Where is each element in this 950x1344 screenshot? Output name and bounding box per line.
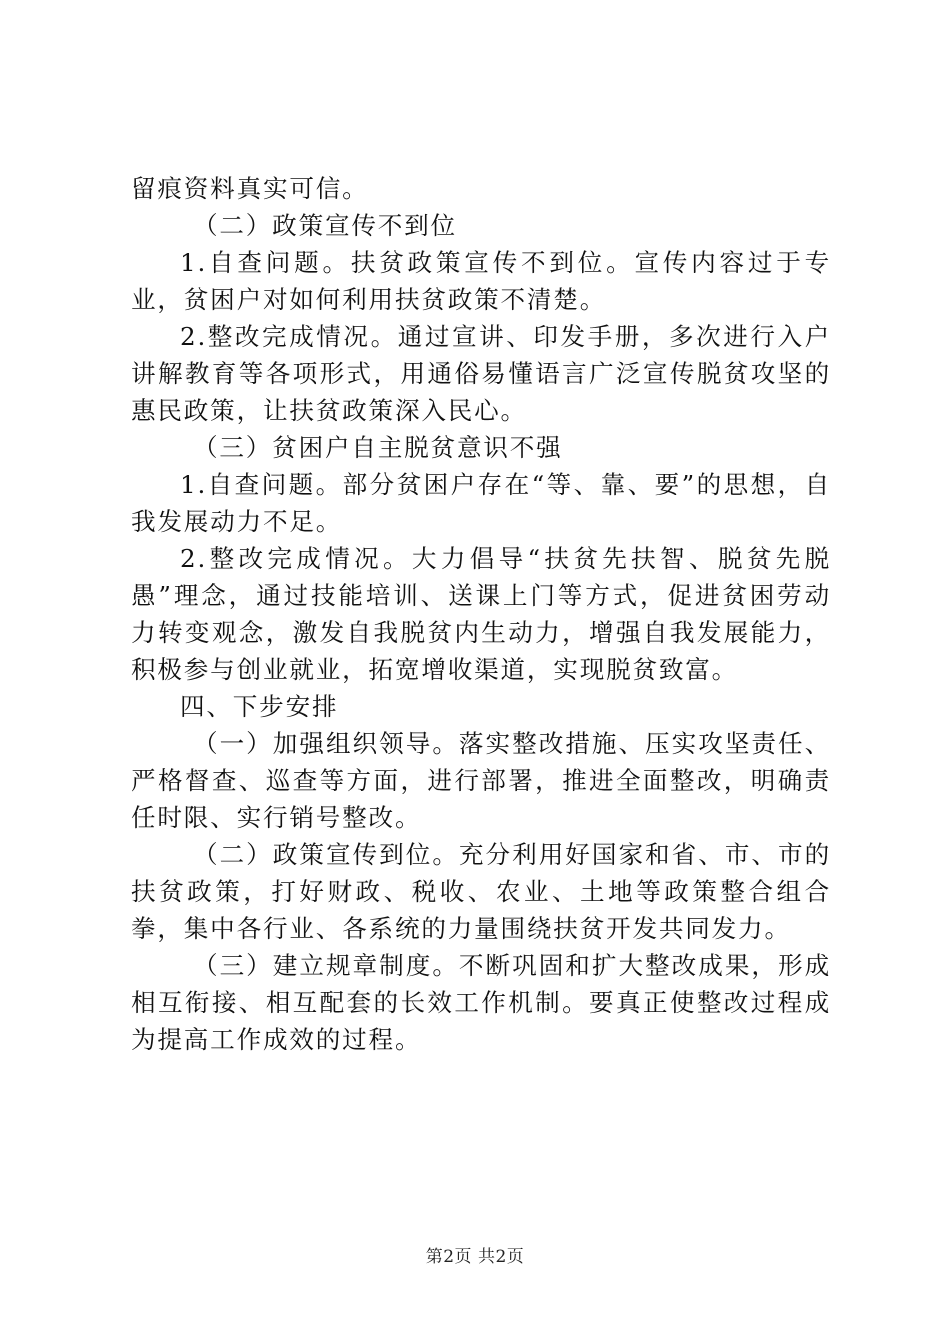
paragraph-rectification-publicity: 2.整改完成情况。通过宣讲、印发手册，多次进行入户讲解教育等各项形式，用通俗易懂语言广泛宣传脱贫攻坚的惠民政策，让扶贫政策深入民心。 xyxy=(131,322,831,425)
section-heading-self-reliance: （三）贫困户自主脱贫意识不强 xyxy=(193,433,563,462)
paragraph-next-step-leadership: （一）加强组织领导。落实整改措施、压实攻坚责任、严格督查、巡查等方面，进行部署，推进全面整改，明确责任时限、实行销号整改。 xyxy=(131,729,831,832)
paragraph-rectification-awareness: 2.整改完成情况。大力倡导“扶贫先扶智、脱贫先脱愚”理念，通过技能培训、送课上门等方式，促进贫困劳动力转变观念，激发自我脱贫内生动力，增强自我发展能力，积极参与创业就业，拓宽增收渠道，实现脱贫致富。 xyxy=(131,544,831,684)
section-heading-policy-publicity: （二）政策宣传不到位 xyxy=(193,211,457,240)
section-heading-next-steps: 四、下步安排 xyxy=(180,692,339,721)
paragraph-next-step-rules: （三）建立规章制度。不断巩固和扩大整改成果，形成相互衔接、相互配套的长效工作机制。要真正使整改过程成为提高工作成效的过程。 xyxy=(131,951,831,1054)
paragraph-self-check-awareness: 1.自查问题。部分贫困户存在“等、靠、要”的思想，自我发展动力不足。 xyxy=(131,470,831,536)
page-number-footer: 第2页 共2页 xyxy=(425,1247,525,1267)
paragraph-next-step-policy: （二）政策宣传到位。充分利用好国家和省、市、市的扶贫政策，打好财政、税收、农业、土地等政策整合组合拳，集中各行业、各系统的力量围绕扶贫开发共同发力。 xyxy=(131,840,831,943)
paragraph-continuation: 留痕资料真实可信。 xyxy=(131,174,369,203)
document-body xyxy=(131,170,831,1058)
paragraph-self-check-publicity: 1.自查问题。扶贫政策宣传不到位。宣传内容过于专业，贫困户对如何利用扶贫政策不清楚。 xyxy=(131,248,831,314)
